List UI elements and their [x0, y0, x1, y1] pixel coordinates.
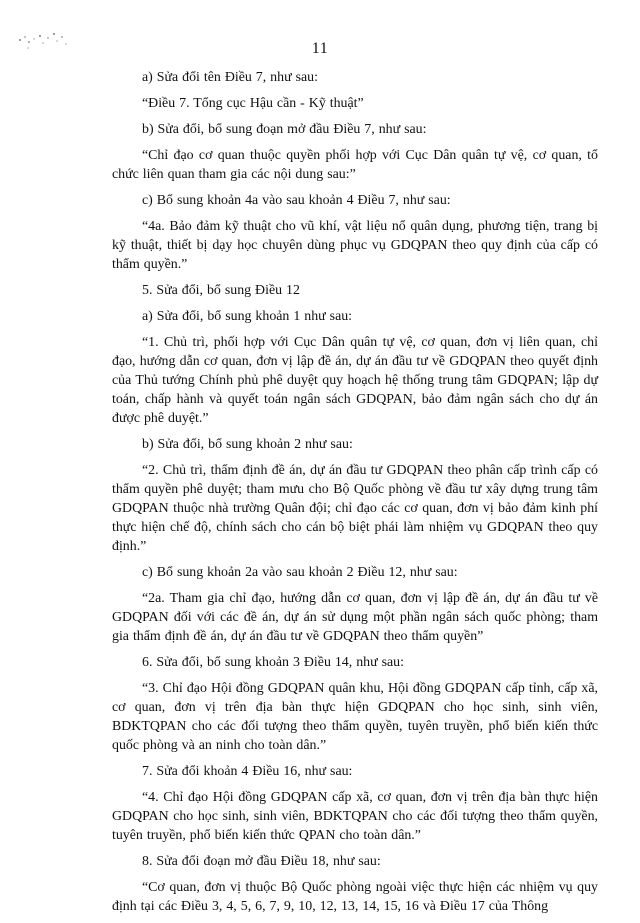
paragraph: b) Sửa đổi, bổ sung đoạn mở đầu Điều 7, như sau:: [142, 122, 427, 137]
paragraph: “Chỉ đạo cơ quan thuộc quyền phối hợp với Cục Dân quân tự vệ, cơ quan, tổ chức liên quan tham gia các nội dung sau:”: [112, 148, 598, 182]
paragraph: “1. Chủ trì, phối hợp với Cục Dân quân tự vệ, cơ quan, đơn vị liên quan, chỉ đạo, hướng dẫn cơ quan, đơn vị lập đề án, dự án đầu tư về GDQPAN theo quyết định của Thủ tướng Chính phủ phê duyệt quy hoạch hệ thống trung tâm GDQPAN; lập dự toán, chấp hành và quyết toán ngân sách GDQPAN, bảo đảm ngân sách cho dự án được phê duyệt.”: [112, 335, 598, 426]
paragraph: 6. Sửa đổi, bổ sung khoản 3 Điều 14, như sau:: [142, 655, 404, 670]
document-body: [112, 68, 598, 923]
paragraph: a) Sửa đổi, bổ sung khoản 1 như sau:: [142, 309, 353, 324]
paragraph: c) Bổ sung khoản 4a vào sau khoản 4 Điều 7, như sau:: [142, 193, 451, 208]
paragraph: “2a. Tham gia chỉ đạo, hướng dẫn cơ quan, đơn vị lập đề án, dự án đầu tư về GDQPAN đối với các đề án, dự án sử dụng một phần ngân sách quốc phòng; tham gia thẩm định đề án, dự án đầu tư về GDQPAN theo thẩm quyền”: [112, 591, 598, 644]
page-number: 11: [311, 40, 329, 57]
paragraph: b) Sửa đổi, bổ sung khoản 2 như sau:: [142, 437, 353, 452]
paragraph: 7. Sửa đổi khoản 4 Điều 16, như sau:: [142, 764, 353, 779]
paragraph: 8. Sửa đổi đoạn mở đầu Điều 18, như sau:: [142, 854, 381, 869]
paragraph: “4. Chỉ đạo Hội đồng GDQPAN cấp xã, cơ quan, đơn vị trên địa bàn thực hiện GDQPAN cho học sinh, sinh viên, BDKTQPAN cho các đối tượng theo thẩm quyền, tuyên truyền, phổ biến kiến thức QPAN cho toàn dân.”: [112, 790, 598, 843]
paragraph: “3. Chỉ đạo Hội đồng GDQPAN quân khu, Hội đồng GDQPAN cấp tỉnh, cấp xã, cơ quan, đơn vị trên địa bàn thực hiện GDQPAN cho học sinh, sinh viên, BDKTQPAN cho các đối tượng theo thẩm quyền, tuyên truyền, phổ biến kiến thức quốc phòng và an ninh cho toàn dân.”: [112, 681, 598, 753]
paragraph: “4a. Bảo đảm kỹ thuật cho vũ khí, vật liệu nổ quân dụng, phương tiện, trang bị kỹ thuật, thiết bị dạy học chuyên dùng phục vụ GDQPAN theo quy định của cấp có thẩm quyền.”: [112, 219, 598, 272]
paragraph: “Cơ quan, đơn vị thuộc Bộ Quốc phòng ngoài việc thực hiện các nhiệm vụ quy định tại các Điều 3, 4, 5, 6, 7, 9, 10, 12, 13, 14, 15, 16 và Điều 17 của Thông: [112, 880, 598, 914]
paragraph: c) Bổ sung khoản 2a vào sau khoản 2 Điều 12, như sau:: [142, 565, 458, 580]
paragraph: 5. Sửa đổi, bổ sung Điều 12: [142, 283, 300, 298]
paragraph: a) Sửa đổi tên Điều 7, như sau:: [142, 70, 318, 85]
paragraph: “2. Chủ trì, thẩm định đề án, dự án đầu tư GDQPAN theo phân cấp trình cấp có thẩm quyền phê duyệt; tham mưu cho Bộ Quốc phòng về đầu tư xây dựng trung tâm GDQPAN thuộc nhà trường Quân đội; chỉ đạo các cơ quan, đơn vị bảo đảm kinh phí thực hiện chế độ, chính sách cho cán bộ biệt phái làm nhiệm vụ GDQPAN theo quy định.”: [112, 463, 598, 554]
paragraph: “Điều 7. Tổng cục Hậu cần - Kỹ thuật”: [142, 96, 364, 111]
